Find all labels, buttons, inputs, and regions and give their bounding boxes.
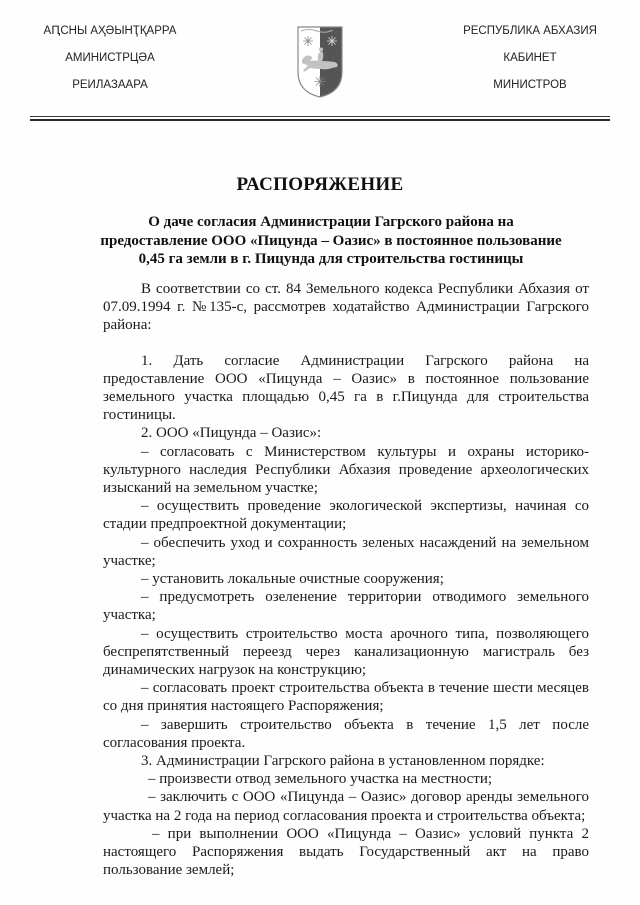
header-abkhaz-line-3: РЕИЛАЗААРА bbox=[72, 79, 148, 91]
header-abkhaz-line-2: АМИНИСТРЦӘА bbox=[65, 52, 155, 64]
rider-head bbox=[319, 48, 323, 52]
paragraph-3: 3. Администрации Гагрского района в установленном порядке: bbox=[141, 753, 545, 770]
paragraph-2-item-3: – обеспечить уход и сохранность зеленых насаждений на земельном участке; bbox=[103, 534, 589, 569]
header-russian-line-1: РЕСПУБЛИКА АБХАЗИЯ bbox=[463, 25, 597, 37]
paragraph-3-item-2: – заключить с ООО «Пицунда – Оазис» договор аренды земельного участка на 2 года на период согласования проекта и строительства объекта; bbox=[103, 789, 589, 824]
paragraph-1: 1. Дать согласие Администрации Гагрского района на предоставление ООО «Пицунда – Оазис» в постоянное пользование земельного участка площадью 0,45 га в г.Пицунда для строительства гостиницы. bbox=[103, 352, 589, 424]
paragraph-2-item-6: – осуществить строительство моста арочного типа, позволяющего беспрепятственный переезд через канализационную магистраль без динамических нагрузок на конструкцию; bbox=[103, 625, 589, 679]
header-divider-thick bbox=[30, 119, 610, 121]
star-top-left bbox=[303, 36, 313, 46]
header-russian bbox=[430, 22, 630, 103]
document-body bbox=[103, 280, 589, 880]
paragraph-2-item-5: – предусмотреть озеленение территории отводимого земельного участка; bbox=[103, 589, 589, 624]
preamble: В соответствии со ст. 84 Земельного кодекса Республики Абхазия от 07.09.1994 г. №135-с, рассмотрев ходатайство Администрации Гагрского района: bbox=[103, 281, 589, 334]
header-divider-thin bbox=[30, 116, 610, 117]
document-subtitle: О даче согласия Администрации Гагрского района на предоставление ООО «Пицунда – Оазис» в постоянное пользование 0,45 га земли в г. Пицунда для строительства гостиницы bbox=[100, 214, 562, 267]
paragraph-2-item-8: – завершить строительство объекта в течение 1,5 лет после согласования проекта. bbox=[103, 716, 589, 751]
header-abkhaz-line-1: АԤСНЫ АҲӘЫНҬҚАРРА bbox=[43, 25, 177, 37]
star-top-right bbox=[327, 36, 337, 46]
paragraph-2-item-4: – установить локальные очистные сооружения; bbox=[141, 571, 444, 588]
coat-of-arms-icon bbox=[295, 24, 345, 99]
paragraph-2-item-2: – осуществить проведение экологической экспертизы, начиная со стадии предпроектной документации; bbox=[103, 498, 589, 533]
paragraph-2: 2. ООО «Пицунда – Оазис»: bbox=[141, 425, 322, 442]
paragraph-2-item-7: – согласовать проект строительства объекта в течение шести месяцев со дня принятия настоящего Распоряжения; bbox=[103, 680, 589, 715]
star-bottom bbox=[315, 76, 326, 87]
header-abkhaz bbox=[10, 22, 210, 103]
header-russian-line-2: КАБИНЕТ bbox=[503, 52, 557, 64]
header-russian-line-3: МИНИСТРОВ bbox=[493, 79, 567, 91]
paragraph-2-item-1: – согласовать с Министерством культуры и охраны историко-культурного наследия Республики Абхазия проведение археологических изысканий на земельном участке; bbox=[103, 443, 589, 497]
document-title: РАСПОРЯЖЕНИЕ bbox=[236, 174, 404, 195]
paragraph-3-item-3: – при выполнении ООО «Пицунда – Оазис» условий пункта 2 настоящего Распоряжения выдать Государственный акт на право пользование землей; bbox=[103, 825, 589, 879]
paragraph-3-item-1: – произвести отвод земельного участка на местности; bbox=[148, 771, 493, 788]
